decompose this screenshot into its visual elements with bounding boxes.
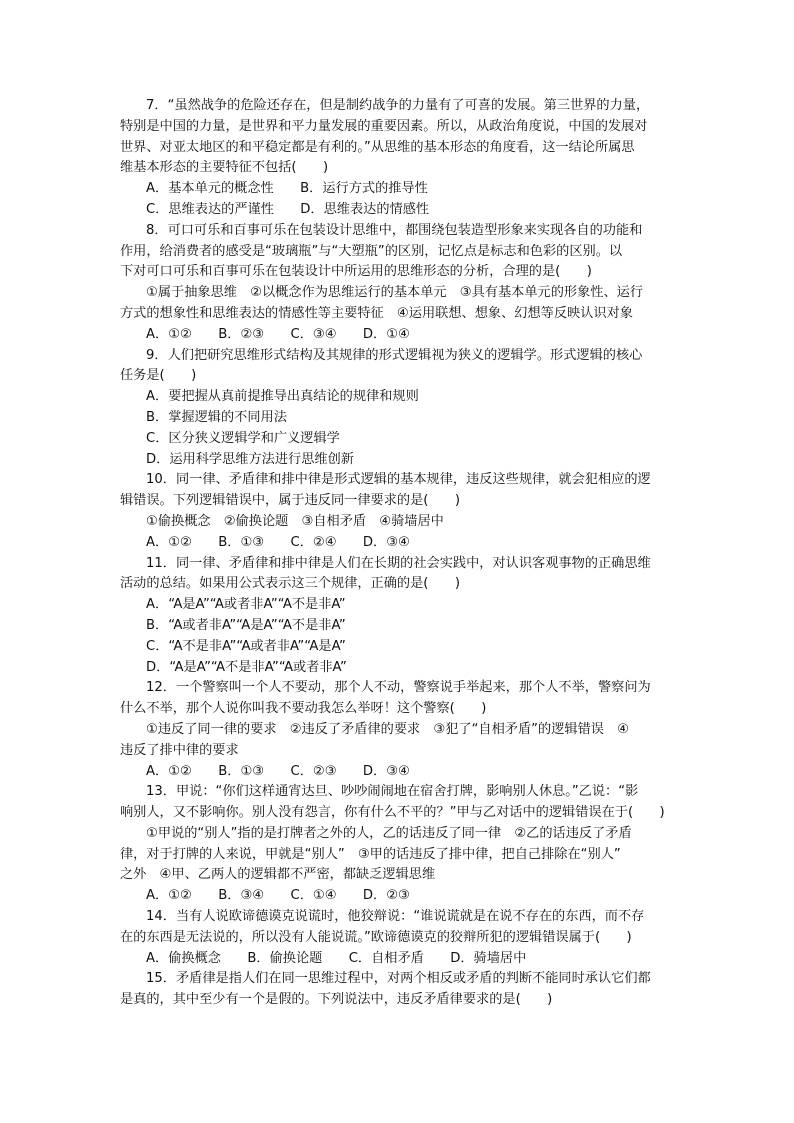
- question-option-line: ①偷换概念 ②偷换论题 ③自相矛盾 ④骑墙居中: [146, 513, 444, 529]
- question-option-line: ①属于抽象思维 ②以概念作为思维运行的基本单元 ③具有基本单元的形象性、运行: [146, 285, 644, 301]
- question-option-line: A．①② B．②③ C．③④ D．①④: [146, 326, 410, 342]
- question-option-line: B．“A或者非A”“A是A”“A不是非A”: [146, 617, 346, 633]
- question-11: [120, 554, 680, 679]
- question-stem-line: 什么不举，那个人说你叫我不要动我怎么举呀！这个警察( ): [120, 701, 487, 717]
- question-option-line: A．“A是A”“A或者非A”“A不是非A”: [146, 597, 346, 613]
- question-stem-line: 辑错误。下列逻辑错误中，属于违反同一律要求的是( ): [120, 493, 460, 509]
- question-option-line: A．偷换概念 B．偷换论题 C．自相矛盾 D．骑墙居中: [146, 950, 527, 966]
- question-stem-line: 7．“虽然战争的危险还存在，但是制约战争的力量有了可喜的发展。第三世界的力量，: [146, 98, 650, 113]
- question-option-line: ①违反了同一律的要求 ②违反了矛盾律的要求 ③犯了“自相矛盾”的逻辑错误 ④: [146, 721, 629, 737]
- question-stem-line: 维基本形态的主要特征不包括( ): [120, 160, 329, 176]
- question-9: [120, 346, 680, 471]
- question-stem-line: 世界、对亚太地区的和平稳定都是有利的。”从思维的基本形态的角度看，这一结论所属思: [120, 139, 635, 155]
- question-stem-line: 8．可口可乐和百事可乐在包装设计思维中，都围绕包装造型形象来实现各自的功能和: [146, 222, 643, 238]
- question-stem-line: 在的东西是无法说的，所以没有人能说谎。”欧谛德谟克的狡辩所犯的逻辑错误属于( ): [120, 929, 632, 945]
- question-option-line: C．思维表达的严谨性 D．思维表达的情感性: [146, 201, 430, 217]
- question-option-line: 之外 ④甲、乙两人的逻辑都不严密，都缺乏逻辑思维: [120, 867, 436, 883]
- question-option-line: ①甲说的“别人”指的是打牌者之外的人，乙的话违反了同一律 ②乙的话违反了矛盾: [146, 825, 632, 841]
- question-stem-line: 任务是( ): [120, 368, 197, 384]
- question-option-line: A．①② B．①③ C．②④ D．③④: [146, 534, 410, 550]
- question-stem-line: 9．人们把研究思维形式结构及其规律的形式逻辑视为狭义的逻辑学。形式逻辑的核心: [146, 347, 643, 363]
- question-stem-line: 10．同一律、矛盾律和排中律是形式逻辑的基本规律，违反这些规律，就会犯相应的逻: [146, 472, 651, 488]
- question-option-line: A．①② B．③④ C．①④ D．②③: [146, 888, 410, 904]
- question-13: [120, 782, 680, 907]
- question-stem-line: 活动的总结。如果用公式表示这三个规律，正确的是( ): [120, 576, 460, 592]
- question-stem-line: 响别人，又不影响你。别人没有怨言，你有什么不平的？”甲与乙对话中的逻辑错误在于( ): [120, 805, 665, 821]
- question-14: [120, 907, 680, 969]
- question-10: [120, 470, 680, 553]
- question-stem-line: 下对可口可乐和百事可乐在包装设计中所运用的思维形态的分析，合理的是( ): [120, 264, 592, 280]
- question-stem-line: 13．甲说：“你们这样通宵达旦、吵吵闹闹地在宿舍打牌，影响别人休息。”乙说：“影: [146, 784, 639, 800]
- question-option-line: 律，对于打牌的人来说，甲就是“别人” ③甲的话违反了排中律，把自己排除在“别人”: [120, 846, 621, 862]
- question-12: [120, 678, 680, 782]
- question-option-line: A．①② B．①③ C．②③ D．③④: [146, 763, 410, 779]
- question-list: [120, 96, 680, 1011]
- question-option-line: 方式的想象性和思维表达的情感性等主要特征 ④运用联想、想象、幻想等反映认识对象: [120, 305, 633, 321]
- question-stem-line: 11．同一律、矛盾律和排中律是人们在长期的社会实践中，对认识客观事物的正确思维: [146, 555, 651, 571]
- question-option-line: D．运用科学思维方法进行思维创新: [146, 451, 354, 467]
- question-15: [120, 969, 680, 1011]
- question-option-line: 违反了排中律的要求: [120, 742, 239, 758]
- question-stem-line: 作用，给消费者的感受是“玻璃瓶”与“大塑瓶”的区别，记忆点是标志和色彩的区别。以: [120, 243, 623, 259]
- question-stem-line: 12．一个警察叫一个人不要动，那个人不动，警察说手举起来，那个人不举，警察问为: [146, 680, 651, 696]
- question-option-line: C．“A不是非A”“A或者非A”“A是A”: [146, 638, 346, 654]
- question-option-line: D．“A是A”“A不是非A”“A或者非A”: [146, 659, 347, 675]
- question-stem-line: 15．矛盾律是指人们在同一思维过程中，对两个相反或矛盾的判断不能同时承认它们都: [146, 971, 651, 987]
- question-8: [120, 221, 680, 346]
- question-stem-line: 是真的，其中至少有一个是假的。下列说法中，违反矛盾律要求的是( ): [120, 992, 553, 1008]
- question-option-line: A．要把握从真前提推导出真结论的规律和规则: [146, 389, 419, 405]
- question-option-line: B．掌握逻辑的不同用法: [146, 409, 287, 425]
- question-option-line: C．区分狭义逻辑学和广义逻辑学: [146, 430, 340, 446]
- question-option-line: A．基本单元的概念性 B．运行方式的推导性: [146, 181, 428, 197]
- question-stem-line: 14．当有人说欧谛德谟克说谎时，他狡辩说：“谁说谎就是在说不存在的东西，而不存: [146, 909, 645, 925]
- question-stem-line: 特别是中国的力量，是世界和平力量发展的重要因素。所以，从政治角度说，中国的发展对: [120, 118, 648, 134]
- question-7: [120, 96, 680, 221]
